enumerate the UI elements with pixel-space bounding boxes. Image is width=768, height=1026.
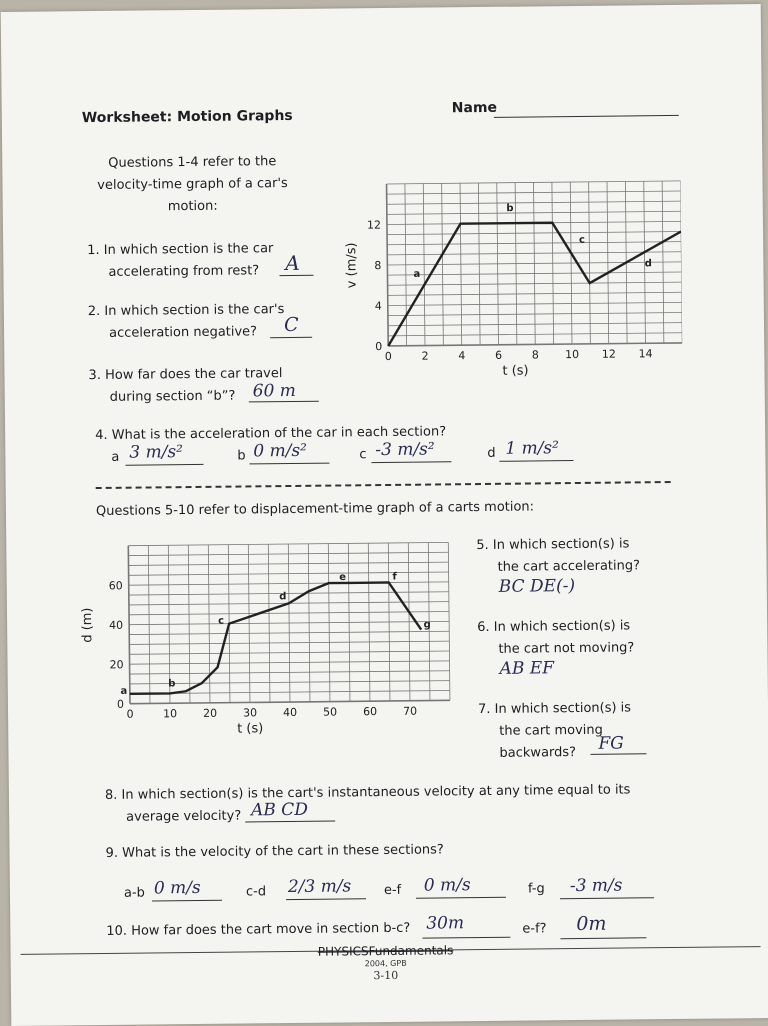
vt-x-tick-label: 10 — [565, 347, 580, 362]
vt-section-label: d — [644, 258, 652, 270]
answer-7: FG — [598, 733, 624, 754]
q9-answer-ef: 0 m/s — [423, 875, 471, 896]
dt-tick-labels — [109, 576, 417, 721]
vt-x-tick-label: 0 — [384, 349, 392, 364]
vt-grid — [387, 181, 683, 346]
vt-x-tick-label: 14 — [638, 347, 653, 361]
worksheet-title: Worksheet: Motion Graphs — [81, 107, 293, 127]
q4-answer-a: 3 m/s² — [129, 442, 184, 463]
question-text: acceleration negative? — [109, 324, 258, 341]
question-9: 9. What is the velocity of the cart in these sections? — [105, 842, 444, 861]
dt-x-tick-label: 30 — [242, 706, 258, 720]
question-1 — [87, 238, 274, 284]
displacement-time-graph — [76, 532, 478, 751]
question-2 — [88, 299, 285, 345]
dt-series-line — [129, 582, 422, 694]
footer-page-number: 3-10 — [373, 968, 399, 983]
vt-y-tick-label: 0 — [375, 340, 383, 354]
answer-8: AB CD — [250, 799, 309, 821]
vt-y-tick-label: 12 — [366, 218, 382, 232]
q4-answer-d: 1 m/s² — [505, 438, 560, 459]
part2-intro: Questions 5-10 refer to displacement-time graph of a carts motion: — [95, 499, 535, 520]
vt-x-tick-label: 4 — [458, 349, 466, 363]
vt-x-tick-label: 8 — [531, 348, 539, 362]
q4-label-a: a — [111, 449, 120, 465]
part1-intro-line: Questions 1-4 refer to the — [108, 154, 277, 171]
q9-answer-ab: 0 m/s — [153, 877, 201, 899]
dt-y-tick-label: 0 — [116, 697, 125, 711]
q10-answer-ef: 0m — [576, 912, 607, 936]
dt-x-axis-label: t (s) — [237, 721, 264, 737]
q9-label-fg: f-g — [527, 881, 545, 897]
dt-y-tick-label: 20 — [109, 658, 124, 672]
vt-x-axis-label: t (s) — [502, 363, 529, 379]
vt-y-tick-label: 4 — [374, 299, 382, 313]
velocity-time-graph — [340, 175, 682, 389]
question-6 — [477, 615, 634, 661]
dt-x-tick-label: 40 — [282, 705, 298, 720]
q4-label-d: d — [487, 445, 496, 461]
q9-label-cd: c-d — [245, 884, 267, 900]
vt-section-label: c — [578, 234, 585, 246]
answer-1: A — [285, 250, 300, 276]
question-4: 4. What is the acceleration of the car in each section? — [95, 424, 447, 444]
vt-section-label: a — [413, 268, 421, 280]
dt-section-label: c — [218, 615, 225, 627]
dt-section-label: f — [392, 571, 397, 583]
question-text: 5. In which section(s) is — [476, 536, 630, 554]
part1-intro-line: velocity-time graph of a car's — [97, 176, 288, 194]
dt-x-tick-label: 20 — [202, 706, 218, 720]
dt-x-tick-label: 50 — [322, 705, 338, 719]
question-5 — [476, 533, 640, 579]
question-text: 2. In which section is the car's — [87, 302, 285, 320]
dt-x-tick-label: 60 — [362, 705, 378, 719]
footer-brand: PHYSICSFundamentals — [317, 943, 454, 959]
dt-section-label: d — [279, 591, 287, 603]
dt-y-axis-label: d (m) — [79, 607, 96, 643]
question-text: average velocity? — [126, 808, 242, 825]
vt-y-axis-label: v (m/s) — [344, 242, 360, 289]
q10-label-ef: e-f? — [522, 921, 547, 937]
name-field[interactable] — [494, 97, 679, 118]
part1-intro — [72, 151, 313, 220]
vt-x-tick-label: 2 — [421, 349, 429, 363]
dt-x-tick-label: 10 — [163, 707, 178, 721]
vt-y-tick-label: 8 — [374, 259, 382, 273]
vt-x-tick-label: 12 — [601, 347, 616, 361]
question-text: 7. In which section(s) is — [477, 700, 632, 718]
question-text: 8. In which section(s) is the cart's instantaneous velocity at any time equal to its — [104, 782, 631, 803]
section-divider — [96, 481, 671, 489]
dt-section-label: b — [168, 678, 176, 690]
question-text: backwards? — [499, 745, 577, 761]
q4-label-c: c — [359, 447, 367, 463]
question-8 — [105, 779, 631, 829]
question-text: the cart not moving? — [498, 640, 635, 657]
dt-section-label: g — [423, 619, 431, 631]
question-text: the cart accelerating? — [497, 558, 641, 575]
q9-answer-cd: 2/3 m/s — [287, 876, 352, 898]
dt-section-label: a — [120, 685, 128, 697]
vt-x-tick-label: 6 — [495, 348, 503, 362]
question-7 — [478, 697, 632, 765]
q4-label-b: b — [237, 448, 246, 464]
part1-intro-line: motion: — [167, 198, 218, 215]
answer-2: C — [283, 313, 299, 337]
answer-6: AB EF — [499, 658, 555, 679]
question-text: 3. How far does the car travel — [88, 366, 283, 384]
question-text: 6. In which section(s) is — [477, 618, 631, 636]
question-text: 1. In which section is the car — [87, 241, 274, 259]
answer-5: BC DE(-) — [498, 576, 576, 597]
vt-section-label: b — [506, 202, 514, 215]
dt-section-label: e — [339, 571, 347, 584]
worksheet-page — [1, 4, 768, 1026]
question-text: during section “b”? — [109, 388, 236, 405]
dt-x-tick-label: 0 — [126, 707, 134, 721]
q4-answer-c: -3 m/s² — [375, 439, 435, 461]
dt-y-tick-label: 60 — [108, 579, 123, 593]
dt-x-tick-label: 70 — [402, 704, 418, 718]
q4-answer-b: 0 m/s² — [253, 440, 308, 462]
answer-3: 60 m — [252, 380, 296, 402]
dt-grid — [128, 542, 450, 703]
footer-copyright: 2004, GPB — [364, 958, 407, 969]
name-label: Name — [451, 99, 498, 117]
q9-label-ef: e-f — [383, 882, 402, 899]
vt-tick-labels — [367, 216, 653, 363]
dt-y-tick-label: 40 — [109, 618, 124, 632]
question-text: the cart moving — [499, 722, 603, 739]
q10-answer-bc: 30m — [426, 913, 465, 934]
q9-answer-fg: -3 m/s — [569, 875, 623, 897]
question-10: 10. How far does the cart move in section b-c? — [106, 920, 411, 939]
q9-label-ab: a-b — [123, 885, 145, 901]
question-text: accelerating from rest? — [108, 263, 260, 280]
